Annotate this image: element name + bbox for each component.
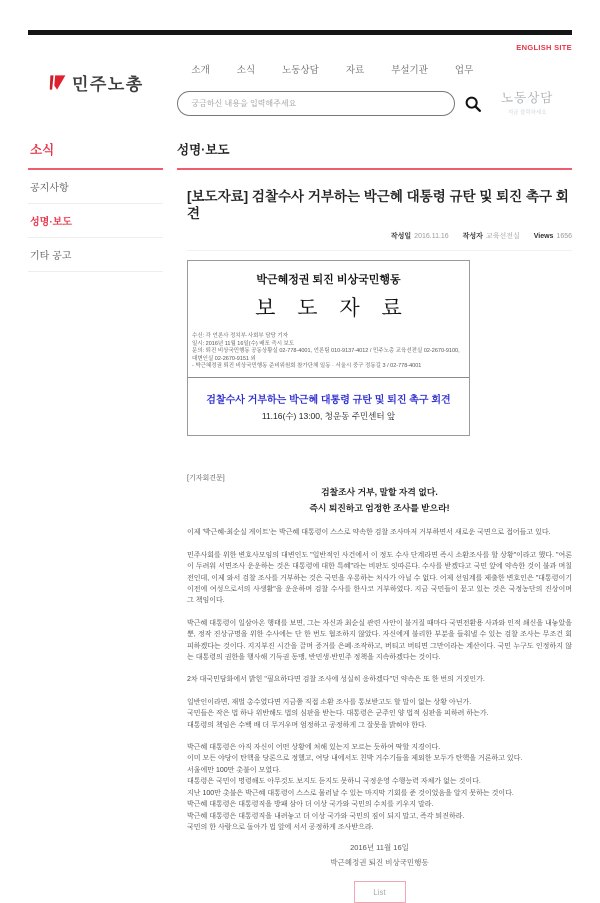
doc-contact-info <box>188 333 469 377</box>
doc-info-line: 일시: 2016년 11월 16일(수) 배포 즉시 보도 <box>192 340 295 347</box>
header-center <box>177 56 482 116</box>
site-logo[interactable] <box>28 56 177 95</box>
content-area <box>28 140 572 903</box>
doc-info-line: - 박근혜정권 퇴진 비상국민행동 준비위원회 참가단체 일동 · 서울시 중구 정동길 3 / 02-778-4001 <box>192 363 422 370</box>
labor-consult-widget[interactable] <box>482 56 572 116</box>
doc-type-title: 보 도 자 료 <box>255 297 410 320</box>
site-header <box>28 56 572 116</box>
english-site-link[interactable]: ENGLISH SITE <box>516 43 572 52</box>
statement-headline-line2: 즉시 퇴진하고 엄정한 조사를 받으라! <box>309 502 450 513</box>
top-black-bar <box>28 30 572 35</box>
sidebar-title: 소식 <box>28 140 163 170</box>
body-line: 일반인이라면, 재벌 총수였다면 지금쯤 직접 소환 조사를 통보받고도 할 말이 없는 상황 아닌가. <box>187 698 472 706</box>
body-line: 지난 100만 촛불은 박근혜 대통령이 스스로 물러날 수 있는 마지막 기회를 준 것이었음을 알지 못하는 것이다. <box>187 789 514 797</box>
labor-consult-subtitle: 지금 클릭하세요 <box>507 110 547 116</box>
sidebar-item-other-announcements[interactable]: 기타 공고 <box>28 238 163 272</box>
body-paragraph: 이제 '박근혜-최순실 게이트'는 박근혜 대통령이 스스로 약속한 검찰 조사마저 거부하면서 새로운 국면으로 접어들고 있다. <box>187 529 551 537</box>
nav-item-labor-consult[interactable]: 노동상담 <box>282 65 319 76</box>
statement-signature: 박근혜정권 퇴진 비상국민행동 <box>330 857 429 867</box>
nav-item-affiliates[interactable]: 부설기관 <box>391 65 428 76</box>
nav-item-resources[interactable]: 자료 <box>345 65 365 76</box>
body-line-block <box>187 742 572 833</box>
nav-item-tasks[interactable]: 업무 <box>454 65 474 76</box>
statement-headline <box>187 485 572 516</box>
sidebar-item-statements[interactable]: 성명·보도 <box>28 204 163 238</box>
doc-headline: 검찰수사 거부하는 박근혜 대통령 규탄 및 퇴진 촉구 회견 <box>206 394 451 406</box>
meta-views-value: 1656 <box>556 233 572 240</box>
labor-consult-title: 노동상담 <box>501 91 554 105</box>
main-nav <box>177 56 482 91</box>
post-meta <box>187 231 572 251</box>
body-line: 박근혜 대통령은 대통령직을 내려놓고 더 이상 국가와 국민의 짐이 되지 말고, 즉각 퇴진하라. <box>187 812 465 820</box>
meta-date-value: 2016.11.16 <box>414 233 449 240</box>
sidebar-item-notices[interactable]: 공지사항 <box>28 170 163 204</box>
kctu-flag-icon <box>48 73 67 92</box>
search-input[interactable] <box>191 99 431 108</box>
statement-headline-line1: 검찰조사 거부, 말할 자격 없다. <box>321 487 438 498</box>
body-line: 대통령은 국민이 명령해도 아무것도 보지도 듣지도 못하니 국정운영 수행능력 자체가 없는 것이다. <box>187 778 481 786</box>
main-panel <box>177 140 572 903</box>
meta-views-label: Views <box>533 233 554 240</box>
doc-info-line: 수신: 각 언론사 정치부·사회부 담당 기자 <box>192 333 289 339</box>
doc-divider <box>188 377 469 378</box>
section-title: 성명·보도 <box>177 140 572 170</box>
meta-author-value: 교육선전실 <box>485 233 520 240</box>
body-line: 이미 모든 야당이 탄핵을 당론으로 정했고, 여당 내에서도 친박 거수기들을 제외한 모두가 탄핵을 거론하고 있다. <box>187 755 523 763</box>
post <box>177 188 572 903</box>
nav-item-about[interactable]: 소개 <box>191 65 210 76</box>
search-row <box>177 91 482 116</box>
sidebar <box>28 140 163 903</box>
body-paragraph: 2차 대국민담화에서 밝힌 "필요하다면 검찰 조사에 성실히 응하겠다"던 약속은 또 한 번의 거짓인가. <box>187 676 485 684</box>
body-line-block <box>187 697 572 731</box>
list-button[interactable]: List <box>354 881 406 903</box>
doc-schedule: 11.16(수) 13:00, 청운동 주민센터 앞 <box>261 410 396 421</box>
body-line: 박근혜 대통령은 아직 자신이 어떤 상황에 처해 있는지 모르는 듯하여 딱할 지경이다. <box>187 744 441 752</box>
meta-date-label: 작성일 <box>390 233 412 240</box>
body-line: 국민들은 작은 법 하나 위반해도 법의 심판을 받는다. 대통령은 군주인 양 법적 심판을 피하려 하는가. <box>187 710 489 718</box>
statement-date: 2016년 11월 16일 <box>350 843 409 853</box>
press-release-document <box>187 260 470 436</box>
post-title: [보도자료] 검찰수사 거부하는 박근혜 대통령 규탄 및 퇴진 촉구 회견 <box>187 189 569 221</box>
press-conference-label: [기자회견문] <box>187 474 225 482</box>
body-paragraph: 박근혜 대통령이 일삼아온 행태를 보면, 그는 자신과 최순실 관련 사안이 불거질 때마다 국면전환용 사과와 인적 쇄신을 내놓았을 뿐, 정작 진상규명을 위한 수사에는 단 한 번도 협조하지 않았다. 자신에게 불리한 부분을 들춰낼 수 있는 검찰 조사는 무조건 회피하겠다는 것이다. 지지부진 시간을 끌며 증거를 은폐·조작하고, 버티고 버티면 그만이라는 계산이다. 국민 누구도 인정하지 않는 대통령의 권한을 행사해 기득권 동맹, 반민생·반민주 정책을 지속하겠다는 것이다. <box>187 619 572 662</box>
body-line: 서울에만 100만 촛불이 모였다. <box>187 766 281 774</box>
logo-text: 민주노총 <box>72 75 144 94</box>
meta-author-label: 작성자 <box>462 233 483 240</box>
nav-item-news[interactable]: 소식 <box>236 65 256 76</box>
body-line: 국민의 한 사람으로 돌아가 법 앞에 서서 공정하게 조사받으라. <box>187 823 374 831</box>
body-line: 박근혜 대통령은 대통령직을 방패 삼아 더 이상 국가와 국민의 수치를 키우지 말라. <box>187 801 434 809</box>
search-pill <box>177 91 455 116</box>
doc-organization: 박근혜정권 퇴진 비상국민행동 <box>256 274 401 286</box>
page <box>0 30 600 903</box>
post-body <box>187 473 572 903</box>
body-paragraph: 민주사회를 위한 변호사모임의 대변인도 "일반적인 사건에서 이 정도 수사 단계라면 즉시 소환조사를 할 상황"이라고 했다. "여론이 두려워 서면조사 운운하는 것은 대통령에 대한 특혜"라는 비판도 잇따른다. 수사를 받겠다고 국민 앞에 약속한 것이 불과 며칠 전인데, 이제 와서 검찰 조사를 거부하는 것은 국민을 우롱하는 처사가 아닐 수 없다. 어제 선임계를 제출한 변호인은 "대통령이기 이전에 여성으로서의 사생활"을 운운하며 검찰 수사를 한사코 거부하였다. 지금 국민들이 묻고 있는 것은 국정농단의 진상이며 그 책임이다. <box>187 551 572 605</box>
body-line: 대통령의 책임은 수백 배 더 무거우며 엄정하고 공정하게 그 잘못을 밝혀야 한다. <box>187 721 427 729</box>
search-icon[interactable] <box>464 95 482 113</box>
doc-info-line: 문의: 퇴진 비상국민행동 공동상황실 02-778-4001, 언론팀 010-9137-4012 / 민주노총 교육선전실 02-2670-9100, 대변인실 02-2670-9151 외 <box>192 348 460 362</box>
